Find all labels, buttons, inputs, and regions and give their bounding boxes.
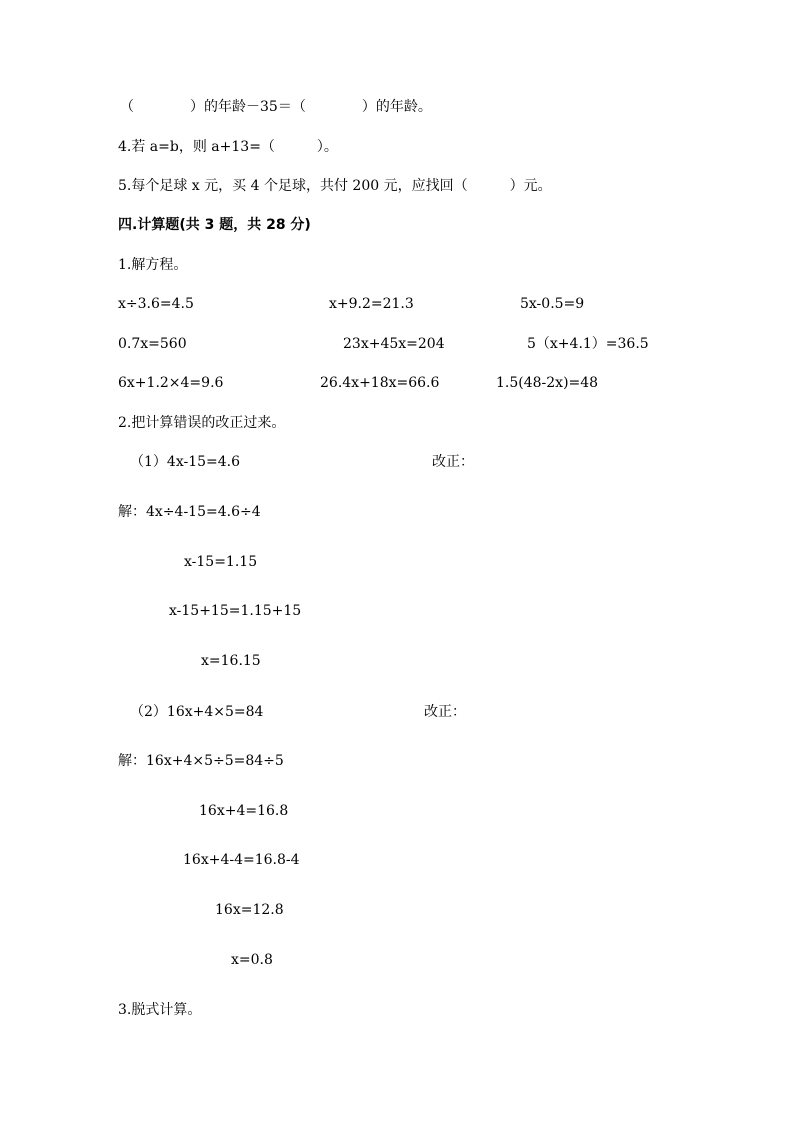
part1-step-4: x=16.15 xyxy=(201,653,261,669)
equation-r1-c2: x+9.2=21.3 xyxy=(329,296,414,312)
part2-step-4: 16x=12.8 xyxy=(215,902,284,918)
question-4: 4.若 a=b，则 a+13=（ ）。 xyxy=(118,139,338,155)
equation-r2-c3: 5（x+4.1）=36.5 xyxy=(527,336,649,352)
part2-step-2: 16x+4=16.8 xyxy=(199,803,289,819)
equation-r3-c1: 6x+1.2×4=9.6 xyxy=(118,375,224,391)
question-age-line: （ ）的年龄－35＝（ ）的年龄。 xyxy=(120,99,432,115)
equation-r3-c3: 1.5(48-2x)=48 xyxy=(496,375,599,391)
equation-r2-c2: 23x+45x=204 xyxy=(343,336,445,352)
part1-step-2: x-15=1.15 xyxy=(184,554,258,570)
part2-step-1: 解：16x+4×5÷5=84÷5 xyxy=(118,753,284,769)
question-3-title: 3.脱式计算。 xyxy=(118,1002,202,1018)
part1-problem: （1）4x-15=4.6 xyxy=(130,454,241,470)
part2-problem: （2）16x+4×5=84 xyxy=(130,704,264,720)
part1-step-3: x-15+15=1.15+15 xyxy=(169,603,302,619)
question-5: 5.每个足球 x 元，买 4 个足球，共付 200 元，应找回（ ）元。 xyxy=(118,178,552,194)
part2-step-3: 16x+4-4=16.8-4 xyxy=(183,852,300,868)
part2-correct-label: 改正： xyxy=(424,704,466,720)
question-1-title: 1.解方程。 xyxy=(118,257,188,273)
section-4-heading: 四.计算题(共 3 题，共 28 分) xyxy=(118,217,311,233)
question-2-title: 2.把计算错误的改正过来。 xyxy=(118,415,286,431)
part1-step-1: 解：4x÷4-15=4.6÷4 xyxy=(118,504,261,520)
equation-r1-c1: x÷3.6=4.5 xyxy=(118,296,194,312)
equation-r2-c1: 0.7x=560 xyxy=(118,336,187,352)
equation-r1-c3: 5x-0.5=9 xyxy=(520,296,585,312)
equation-r3-c2: 26.4x+18x=66.6 xyxy=(320,375,440,391)
part1-correct-label: 改正： xyxy=(432,454,474,470)
part2-step-5: x=0.8 xyxy=(231,952,273,968)
